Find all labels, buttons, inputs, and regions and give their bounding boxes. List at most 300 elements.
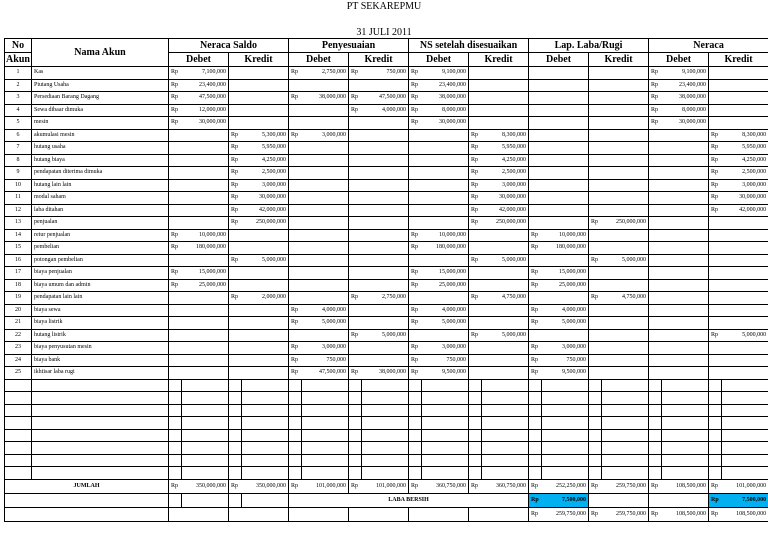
currency-label: Rp — [169, 67, 182, 80]
amount-cell: 250,000,000 — [242, 217, 289, 230]
account-name: biaya umum dan admin — [32, 279, 169, 292]
currency-label: Rp — [649, 92, 662, 105]
amount-cell: 10,000,000 — [542, 229, 589, 242]
amount-cell — [362, 304, 409, 317]
table-row — [5, 354, 768, 367]
row-number: 1 — [5, 67, 32, 80]
empty-cell — [349, 79, 362, 92]
amount-cell: 2,500,000 — [482, 167, 529, 180]
table-row — [5, 329, 768, 342]
empty-cell — [529, 79, 542, 92]
amount-cell: 47,500,000 — [302, 367, 349, 380]
amount-cell — [542, 192, 589, 205]
row-number: 20 — [5, 304, 32, 317]
empty-cell — [349, 179, 362, 192]
header-neraca-saldo: Neraca Saldo — [169, 39, 289, 53]
amount-cell — [722, 92, 768, 105]
account-name: Sewa dibaar dimuka — [32, 104, 169, 117]
currency-label: Rp — [709, 507, 722, 521]
empty-cell — [589, 342, 602, 355]
currency-label: Rp — [469, 292, 482, 305]
currency-label: Rp — [349, 104, 362, 117]
amount-cell: 360,750,000 — [482, 479, 529, 493]
amount-cell: 5,000,000 — [482, 254, 529, 267]
amount-cell — [302, 279, 349, 292]
amount-cell — [542, 179, 589, 192]
amount-cell: 5,950,000 — [482, 142, 529, 155]
empty-cell — [649, 229, 662, 242]
amount-cell — [482, 117, 529, 130]
currency-label: Rp — [709, 154, 722, 167]
row-number: 15 — [5, 242, 32, 255]
row-number: 3 — [5, 92, 32, 105]
row-number: 17 — [5, 267, 32, 280]
header-akun: Akun — [6, 53, 30, 65]
amount-cell — [722, 229, 768, 242]
amount-cell: 3,000,000 — [482, 179, 529, 192]
amount-cell — [542, 117, 589, 130]
empty-cell — [469, 117, 482, 130]
amount-cell: 42,000,000 — [242, 204, 289, 217]
table-row — [5, 254, 768, 267]
amount-cell — [302, 192, 349, 205]
currency-label: Rp — [529, 279, 542, 292]
empty-cell — [649, 217, 662, 230]
amount-cell — [722, 254, 768, 267]
amount-cell — [362, 342, 409, 355]
empty-cell — [169, 192, 182, 205]
amount-cell — [722, 279, 768, 292]
empty-cell — [229, 79, 242, 92]
amount-cell: 180,000,000 — [182, 242, 229, 255]
currency-label: Rp — [649, 479, 662, 493]
laba-bersih-row — [5, 493, 768, 507]
account-name: ikhtisar laba rugi — [32, 367, 169, 380]
amount-cell: 15,000,000 — [542, 267, 589, 280]
empty-cell — [289, 267, 302, 280]
table-row — [5, 92, 768, 105]
table-row — [5, 317, 768, 330]
empty-row — [5, 392, 768, 405]
amount-cell: 7,500,000 — [722, 493, 768, 507]
amount-cell — [602, 304, 649, 317]
row-number: 6 — [5, 129, 32, 142]
amount-cell: 25,000,000 — [182, 279, 229, 292]
amount-cell — [242, 342, 289, 355]
account-name: biaya listrik — [32, 317, 169, 330]
empty-cell — [709, 217, 722, 230]
currency-label: Rp — [649, 104, 662, 117]
empty-cell — [709, 117, 722, 130]
empty-cell — [589, 104, 602, 117]
row-number: 5 — [5, 117, 32, 130]
amount-cell: 23,400,000 — [182, 79, 229, 92]
currency-label: Rp — [289, 67, 302, 80]
table-row — [5, 267, 768, 280]
amount-cell — [362, 142, 409, 155]
currency-label: Rp — [529, 242, 542, 255]
empty-cell — [409, 154, 422, 167]
empty-cell — [649, 279, 662, 292]
amount-cell — [662, 154, 709, 167]
empty-cell — [589, 67, 602, 80]
amount-cell: 8,300,000 — [722, 129, 768, 142]
empty-cell — [169, 217, 182, 230]
amount-cell — [242, 279, 289, 292]
amount-cell — [542, 254, 589, 267]
empty-cell — [349, 217, 362, 230]
account-name: biaya penjualan — [32, 267, 169, 280]
currency-label: Rp — [169, 279, 182, 292]
table-row — [5, 279, 768, 292]
empty-cell — [649, 304, 662, 317]
account-name: biaya bank — [32, 354, 169, 367]
amount-cell — [662, 342, 709, 355]
empty-cell — [709, 254, 722, 267]
empty-cell — [229, 342, 242, 355]
empty-cell — [169, 167, 182, 180]
currency-label: Rp — [349, 367, 362, 380]
empty-cell — [649, 154, 662, 167]
amount-cell — [242, 79, 289, 92]
empty-cell — [589, 117, 602, 130]
amount-cell: 4,750,000 — [602, 292, 649, 305]
amount-cell: 252,250,000 — [542, 479, 589, 493]
account-name: biaya sewa — [32, 304, 169, 317]
empty-cell — [169, 317, 182, 330]
amount-cell — [722, 292, 768, 305]
amount-cell: 5,000,000 — [722, 329, 768, 342]
row-number: 23 — [5, 342, 32, 355]
empty-cell — [709, 317, 722, 330]
empty-cell — [289, 142, 302, 155]
amount-cell — [662, 204, 709, 217]
amount-cell — [662, 279, 709, 292]
empty-cell — [349, 154, 362, 167]
empty-cell — [169, 204, 182, 217]
empty-cell — [529, 167, 542, 180]
amount-cell: 30,000,000 — [422, 117, 469, 130]
amount-cell — [722, 242, 768, 255]
empty-cell — [409, 292, 422, 305]
amount-cell — [182, 217, 229, 230]
empty-cell — [229, 317, 242, 330]
table-row — [5, 217, 768, 230]
amount-cell: 15,000,000 — [182, 267, 229, 280]
empty-cell — [229, 304, 242, 317]
amount-cell — [182, 204, 229, 217]
amount-cell — [482, 342, 529, 355]
empty-cell — [409, 142, 422, 155]
table-header — [5, 39, 768, 67]
currency-label: Rp — [409, 304, 422, 317]
currency-label: Rp — [289, 129, 302, 142]
amount-cell: 108,500,000 — [722, 507, 768, 521]
currency-label: Rp — [529, 479, 542, 493]
empty-cell — [409, 204, 422, 217]
header-nama-akun: Nama Akun — [32, 39, 169, 67]
currency-label: Rp — [529, 493, 542, 507]
amount-cell: 4,250,000 — [482, 154, 529, 167]
amount-cell — [182, 167, 229, 180]
amount-cell — [602, 79, 649, 92]
table-row — [5, 154, 768, 167]
header-kredit: Kredit — [469, 53, 529, 67]
empty-cell — [289, 217, 302, 230]
empty-cell — [649, 167, 662, 180]
empty-cell — [409, 129, 422, 142]
empty-cell — [169, 304, 182, 317]
amount-cell: 4,000,000 — [542, 304, 589, 317]
empty-cell — [169, 179, 182, 192]
empty-cell — [169, 507, 182, 521]
account-name: pendapatan lain lain — [32, 292, 169, 305]
amount-cell — [602, 267, 649, 280]
amount-cell — [362, 179, 409, 192]
amount-cell — [242, 367, 289, 380]
amount-cell: 38,000,000 — [422, 92, 469, 105]
currency-label: Rp — [529, 267, 542, 280]
empty-cell — [289, 329, 302, 342]
empty-row — [5, 467, 768, 480]
account-name: mesin — [32, 117, 169, 130]
row-number: 10 — [5, 179, 32, 192]
amount-cell: 4,000,000 — [362, 104, 409, 117]
table-row — [5, 142, 768, 155]
empty-cell — [169, 254, 182, 267]
amount-cell — [722, 79, 768, 92]
empty-cell — [589, 204, 602, 217]
amount-cell — [722, 342, 768, 355]
amount-cell: 8,300,000 — [482, 129, 529, 142]
amount-cell — [482, 104, 529, 117]
account-name: pembelian — [32, 242, 169, 255]
empty-cell — [349, 507, 362, 521]
currency-label: Rp — [409, 342, 422, 355]
amount-cell — [482, 242, 529, 255]
report-date: 31 JULI 2011 — [356, 27, 412, 38]
empty-cell — [709, 104, 722, 117]
amount-cell: 250,000,000 — [482, 217, 529, 230]
amount-cell: 7,500,000 — [542, 493, 589, 507]
amount-cell — [662, 217, 709, 230]
header-ns-disesuaikan: NS setelah disesuaikan — [409, 39, 529, 53]
empty-cell — [469, 79, 482, 92]
amount-cell — [542, 154, 589, 167]
header-debet: Debet — [409, 53, 469, 67]
amount-cell — [482, 229, 529, 242]
empty-cell — [169, 142, 182, 155]
amount-cell — [242, 117, 289, 130]
empty-cell — [169, 129, 182, 142]
row-number: 4 — [5, 104, 32, 117]
amount-cell — [302, 217, 349, 230]
amount-cell — [182, 192, 229, 205]
amount-cell — [362, 192, 409, 205]
amount-cell — [302, 117, 349, 130]
empty-cell — [649, 317, 662, 330]
currency-label: Rp — [649, 117, 662, 130]
amount-cell — [302, 204, 349, 217]
amount-cell: 23,400,000 — [422, 79, 469, 92]
empty-cell — [649, 329, 662, 342]
empty-cell — [589, 167, 602, 180]
empty-cell — [649, 192, 662, 205]
amount-cell: 30,000,000 — [482, 192, 529, 205]
currency-label: Rp — [169, 117, 182, 130]
empty-cell — [529, 154, 542, 167]
amount-cell — [722, 217, 768, 230]
amount-cell: 108,500,000 — [662, 479, 709, 493]
amount-cell: 9,500,000 — [542, 367, 589, 380]
empty-cell — [469, 342, 482, 355]
account-name: Kas — [32, 67, 169, 80]
empty-cell — [289, 229, 302, 242]
empty-cell — [169, 154, 182, 167]
empty-cell — [649, 342, 662, 355]
amount-cell — [602, 229, 649, 242]
amount-cell — [422, 254, 469, 267]
amount-cell — [302, 104, 349, 117]
row-number: 24 — [5, 354, 32, 367]
balance-row — [5, 507, 768, 521]
amount-cell: 7,100,000 — [182, 67, 229, 80]
amount-cell: 3,000,000 — [302, 129, 349, 142]
currency-label: Rp — [709, 204, 722, 217]
amount-cell: 25,000,000 — [422, 279, 469, 292]
row-number: 8 — [5, 154, 32, 167]
account-name: Persediaan Barang Dagang — [32, 92, 169, 105]
amount-cell: 4,250,000 — [242, 154, 289, 167]
amount-cell — [722, 117, 768, 130]
amount-cell — [662, 254, 709, 267]
amount-cell: 4,000,000 — [422, 304, 469, 317]
amount-cell: 47,500,000 — [362, 92, 409, 105]
empty-cell — [709, 229, 722, 242]
amount-cell — [722, 354, 768, 367]
table-row — [5, 129, 768, 142]
amount-cell — [302, 142, 349, 155]
row-number: 12 — [5, 204, 32, 217]
empty-cell — [229, 117, 242, 130]
currency-label: Rp — [469, 254, 482, 267]
amount-cell — [242, 229, 289, 242]
amount-cell — [602, 493, 649, 507]
empty-cell — [589, 92, 602, 105]
amount-cell — [482, 304, 529, 317]
amount-cell — [302, 292, 349, 305]
empty-cell — [709, 67, 722, 80]
amount-cell — [722, 67, 768, 80]
empty-cell — [289, 79, 302, 92]
currency-label: Rp — [529, 354, 542, 367]
amount-cell: 259,750,000 — [542, 507, 589, 521]
amount-cell: 101,000,000 — [302, 479, 349, 493]
empty-cell — [289, 254, 302, 267]
empty-cell — [529, 192, 542, 205]
currency-label: Rp — [289, 479, 302, 493]
currency-label: Rp — [589, 254, 602, 267]
table-row — [5, 342, 768, 355]
account-name: biaya penyusutan mesin — [32, 342, 169, 355]
account-name: Piutang Usaha — [32, 79, 169, 92]
empty-cell — [469, 304, 482, 317]
amount-cell: 750,000 — [362, 67, 409, 80]
amount-cell — [602, 67, 649, 80]
worksheet-table — [4, 38, 768, 522]
currency-label: Rp — [289, 367, 302, 380]
empty-cell — [229, 329, 242, 342]
table-row — [5, 192, 768, 205]
currency-label: Rp — [469, 179, 482, 192]
currency-label: Rp — [349, 329, 362, 342]
amount-cell — [602, 204, 649, 217]
empty-cell — [649, 367, 662, 380]
amount-cell — [482, 267, 529, 280]
currency-label: Rp — [169, 479, 182, 493]
amount-cell — [182, 254, 229, 267]
amount-cell — [422, 507, 469, 521]
amount-cell — [362, 129, 409, 142]
empty-cell — [589, 142, 602, 155]
amount-cell: 30,000,000 — [662, 117, 709, 130]
empty-cell — [349, 279, 362, 292]
currency-label: Rp — [409, 117, 422, 130]
empty-row — [5, 379, 768, 392]
currency-label: Rp — [289, 304, 302, 317]
amount-cell — [182, 142, 229, 155]
amount-cell — [362, 279, 409, 292]
amount-cell: 8,000,000 — [662, 104, 709, 117]
empty-cell — [469, 104, 482, 117]
row-number: 16 — [5, 254, 32, 267]
currency-label: Rp — [169, 267, 182, 280]
currency-label: Rp — [469, 154, 482, 167]
currency-label: Rp — [469, 329, 482, 342]
amount-cell — [302, 507, 349, 521]
row-number: 21 — [5, 317, 32, 330]
amount-cell — [182, 317, 229, 330]
amount-cell — [362, 217, 409, 230]
amount-cell — [302, 154, 349, 167]
empty-cell — [289, 279, 302, 292]
row-number: 18 — [5, 279, 32, 292]
currency-label: Rp — [649, 79, 662, 92]
empty-cell — [649, 242, 662, 255]
empty-cell — [589, 354, 602, 367]
jumlah-label: JUMLAH — [5, 479, 169, 493]
currency-label: Rp — [709, 142, 722, 155]
empty-cell — [529, 117, 542, 130]
amount-cell: 30,000,000 — [242, 192, 289, 205]
empty-cell — [409, 507, 422, 521]
empty-cell — [349, 129, 362, 142]
header-kredit: Kredit — [349, 53, 409, 67]
empty-cell — [349, 354, 362, 367]
currency-label: Rp — [709, 479, 722, 493]
empty-cell — [649, 204, 662, 217]
empty-cell — [709, 79, 722, 92]
empty-cell — [589, 267, 602, 280]
amount-cell — [542, 292, 589, 305]
empty-cell — [649, 354, 662, 367]
amount-cell: 23,400,000 — [662, 79, 709, 92]
header-kredit: Kredit — [709, 53, 768, 67]
empty-cell — [289, 204, 302, 217]
currency-label: Rp — [409, 242, 422, 255]
amount-cell — [662, 167, 709, 180]
amount-cell: 5,950,000 — [242, 142, 289, 155]
